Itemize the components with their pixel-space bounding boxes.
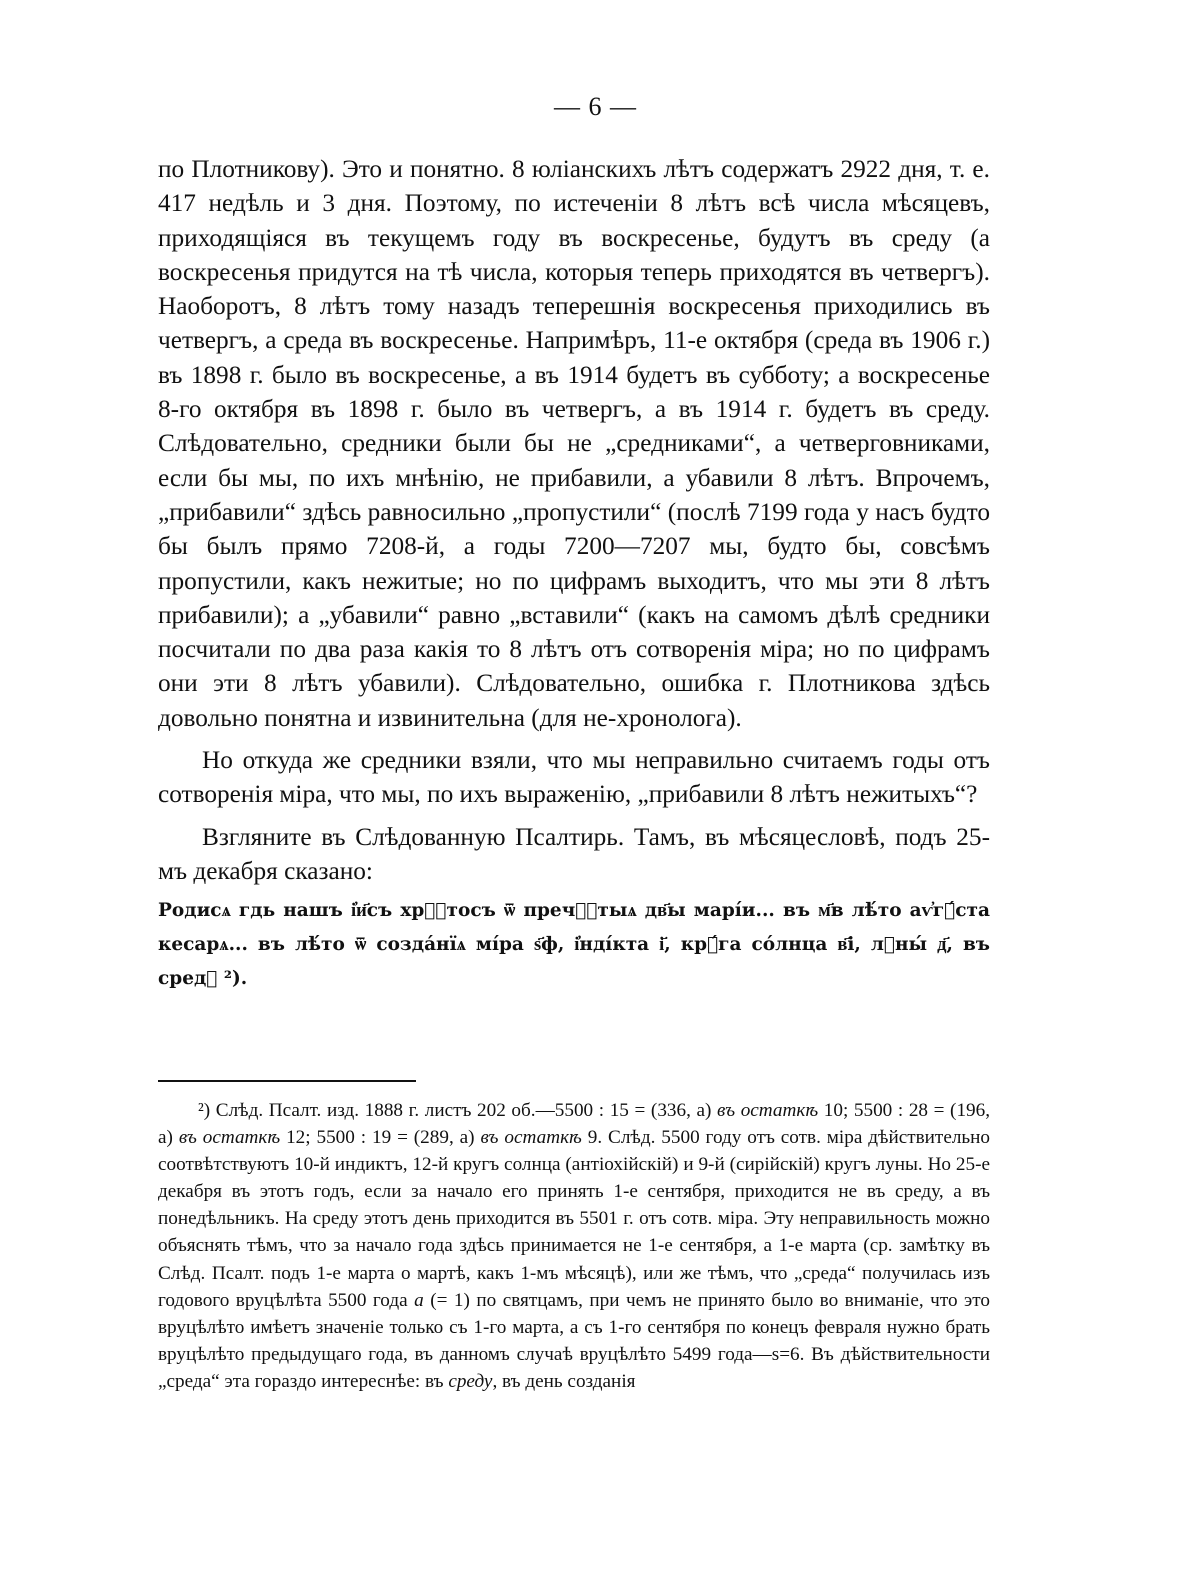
footnote-text-6: , въ день созданія [492, 1370, 636, 1392]
footnote-italic-2: въ остаткѣ [178, 1127, 281, 1149]
footnote-italic-letter: а [414, 1289, 424, 1311]
footnote-text-4: 9. Слѣд. 5500 году отъ сотв. міра дѣйствительно соотвѣтствуютъ 10-й индиктъ, 12-й кругъ солнца (антіохійскій) и 9-й (сирійскій) кругъ луны. Но 25-е декабря въ этотъ годъ, если за начало его принять 1-е сентября, приходится не въ среду, а въ понедѣльникъ. На среду этотъ день приходится въ 5501 г. отъ сотв. міра. Эту неправильность можно объяснять тѣмъ, что за начало года здѣсь принимается не 1-е сентября, а 1-е марта (ср. замѣтку въ Слѣд. Псалт. подъ 1-е марта о мартѣ, какъ 1-мъ мѣсяцѣ), или же тѣмъ, что „среда“ получилась изъ годового вруцѣлѣта 5500 года [158, 1127, 991, 1311]
footnote-divider [158, 1080, 416, 1082]
footnote-text-5: (= 1) по святцамъ, при чемъ не принято было во вниманіе, что это вруцѣлѣто имѣетъ значеніе только съ 1-го марта, а съ 1-го сентября по конецъ февраля нужно брать вруцѣлѣто предыдущаго года, въ данномъ случаѣ вруцѣлѣто 5499 года—s=6. Въ дѣйствительности „среда“ эта гораздо интереснѣе: въ [158, 1289, 990, 1392]
footnote-text-3: 12; 5500 : 19 = (289, а) [286, 1127, 475, 1149]
paragraph-1: по Плотникову). Это и понятно. 8 юліанскихъ лѣтъ содержатъ 2922 дня, т. е. 417 недѣль и 3 дня. Поэтому, по истеченіи 8 лѣтъ всѣ числа мѣсяцевъ, приходящіяся въ текущемъ году въ воскресенье, будутъ въ среду (а воскресенья придутся на тѣ числа, которыя теперь приходятся въ четвергъ). Наоборотъ, 8 лѣтъ тому назадъ теперешнія воскресенья приходились въ четвергъ, а среда въ воскресенье. Напримѣръ, 11-е октября (среда въ 1906 г.) въ 1898 г. было въ воскресенье, а въ 1914 будетъ въ субботу; а воскресенье 8-го октября въ 1898 г. было въ четвергъ, а въ 1914 г. будетъ въ среду. Слѣдовательно, средники были бы не „средниками“, а четверговниками, если бы мы, по ихъ мнѣнію, не прибавили, а убавили 8 лѣтъ. Впрочемъ, „прибавили“ здѣсь равносильно „пропустили“ (послѣ 7199 года у насъ будто бы былъ прямо 7208-й, а годы 7200—7207 мы, будто бы, совсѣмъ пропустили, какъ нежитые; но по цифрамъ выходитъ, что мы эти 8 лѣтъ прибавили); а „убавили“ равно „вставили“ (какъ на самомъ дѣлѣ средники посчитали по два раза какія то 8 лѣтъ отъ сотворенія міра; но по цифрамъ они эти 8 лѣтъ убавили). Слѣдовательно, ошибка г. Плотникова здѣсь довольно понятна и извинительна (для не-хронолога). [158, 155, 990, 732]
footnote-text-2: 10; 5500 : 28 = (196, а) [158, 1100, 991, 1149]
footnote-italic-1: въ остаткѣ [717, 1100, 819, 1121]
main-text [158, 152, 990, 996]
slavonic-quote: Родисѧ гдь нашъ і҆и҃съ хрⷭ҇тосъ ѿ пречⷭ҇тыѧ дв҃ы марі́и... въ м҃в лѣ́то аѵ҆гꙋ́ста кесарѧ... въ лѣ́то ѿ созда́нїѧ мі́ра ѕ҃ф, і҆нді́кта і҃, крꙋ́га со́лнца в҃і, лꙋны́ д҃, въ средꙋ ²). [158, 900, 990, 990]
footnote-mark: ²) [198, 1100, 211, 1121]
page-number: — 6 — [554, 92, 637, 121]
paragraph-2: Но откуда же средники взяли, что мы неправильно считаемъ годы отъ сотворенія міра, что мы, по ихъ выраженію, „прибавили 8 лѣтъ нежитыхъ“? [158, 746, 990, 809]
footnote [158, 1097, 990, 1395]
footnote-italic-3: въ остаткѣ [480, 1127, 582, 1149]
paragraph-3: Взгляните въ Слѣдованную Псалтирь. Тамъ, въ мѣсяцесловѣ, подъ 25-мъ декабря сказано: [158, 822, 990, 885]
footnote-text-1: Слѣд. Псалт. изд. 1888 г. листъ 202 об.—5500 : 15 = (336, а) [215, 1100, 712, 1121]
footnote-italic-sreda: среду [448, 1370, 493, 1392]
